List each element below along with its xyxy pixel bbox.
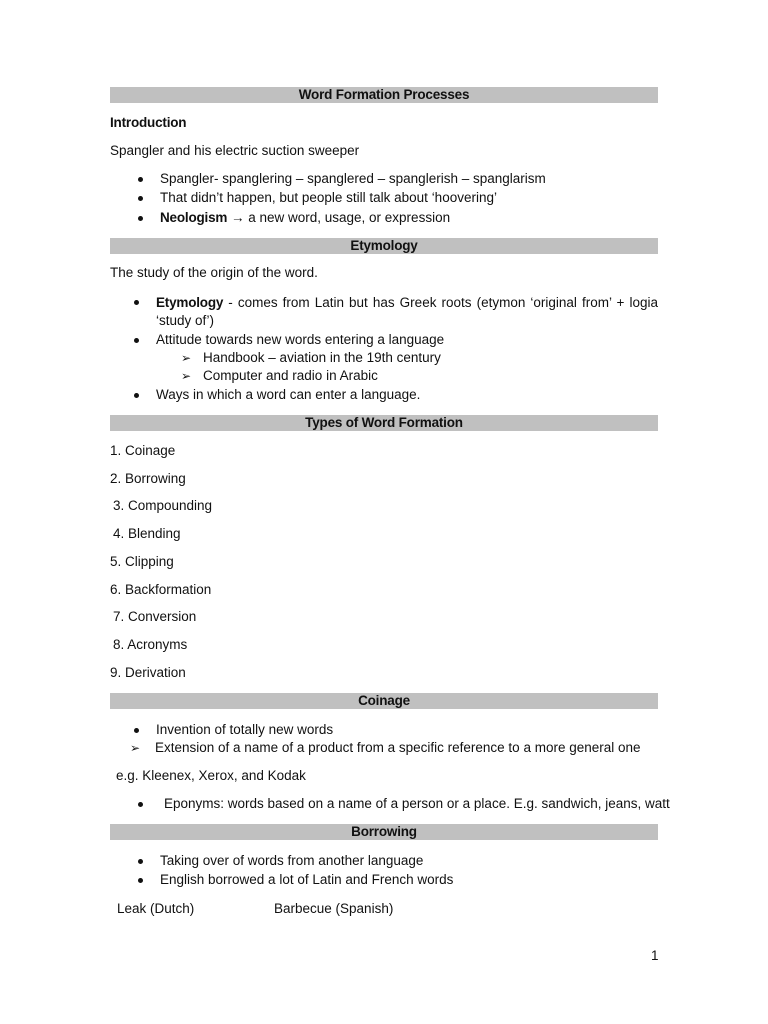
type-item: 2. Borrowing — [110, 471, 186, 486]
type-item: 8. Acronyms — [113, 637, 188, 652]
type-item: 7. Conversion — [113, 609, 197, 624]
bullet-icon — [134, 338, 139, 343]
borrowing-example-1: Leak (Dutch) — [117, 901, 195, 916]
type-item: 1. Coinage — [110, 443, 176, 458]
bullet-icon — [138, 196, 143, 201]
coinage-heading: Coinage — [110, 693, 658, 709]
coinage-example: e.g. Kleenex, Xerox, and Kodak — [116, 768, 306, 783]
bullet-icon — [138, 177, 143, 182]
bullet-icon — [134, 393, 139, 398]
coinage-bullet-2: Eponyms: words based on a name of a person or a place. E.g. sandwich, jeans, watt — [164, 796, 670, 811]
neologism-term: Neologism — [160, 210, 228, 225]
intro-bullet-1: Spangler- spanglering – spanglered – spanglerish – spanglarism — [160, 171, 546, 186]
etymology-bullet-2: Attitude towards new words entering a language — [156, 332, 445, 347]
bullet-icon — [138, 802, 143, 807]
type-item: 3. Compounding — [113, 498, 213, 513]
borrowing-bullet-1: Taking over of words from another language — [160, 853, 424, 868]
etymology-term: Etymology — [156, 295, 224, 310]
bullet-icon — [138, 216, 143, 221]
types-heading: Types of Word Formation — [110, 415, 658, 431]
bullet-icon — [138, 859, 143, 864]
borrowing-heading: Borrowing — [110, 824, 658, 840]
etymology-bullet-1 — [156, 294, 658, 330]
type-item: 6. Backformation — [110, 582, 212, 597]
intro-bullet-2: That didn’t happen, but people still talk about ‘hoovering’ — [160, 190, 497, 205]
borrowing-bullet-2: English borrowed a lot of Latin and French words — [160, 872, 454, 887]
bullet-icon — [138, 878, 143, 883]
intro-bullet-3 — [160, 210, 450, 226]
coinage-bullet-1: Invention of totally new words — [156, 722, 334, 737]
type-item: 9. Derivation — [110, 665, 186, 680]
etymology-heading: Etymology — [110, 238, 658, 254]
bullet-icon — [134, 300, 139, 305]
arrow-bullet-icon: ➢ — [181, 369, 192, 383]
document-title: Word Formation Processes — [110, 87, 658, 103]
bullet-icon — [134, 728, 139, 733]
neologism-definition: → a new word, usage, or expression — [227, 210, 451, 225]
page-number: 1 — [651, 948, 659, 963]
arrow-bullet-icon: ➢ — [130, 741, 141, 755]
etymology-definition: - comes from Latin but has Greek roots (etymon ‘original from’ + logia ‘study of’) — [156, 295, 658, 328]
arrow-bullet-icon: ➢ — [181, 351, 192, 365]
etymology-bullet-3: Ways in which a word can enter a language. — [156, 387, 421, 402]
etymology-line: The study of the origin of the word. — [110, 265, 318, 280]
borrowing-example-2: Barbecue (Spanish) — [274, 901, 394, 916]
intro-line: Spangler and his electric suction sweeper — [110, 143, 360, 158]
etymology-sub-1: Handbook – aviation in the 19th century — [203, 350, 441, 365]
intro-heading: Introduction — [110, 115, 187, 130]
type-item: 4. Blending — [113, 526, 181, 541]
coinage-arrow-1: Extension of a name of a product from a specific reference to a more general one — [155, 740, 641, 755]
type-item: 5. Clipping — [110, 554, 174, 569]
etymology-sub-2: Computer and radio in Arabic — [203, 368, 378, 383]
